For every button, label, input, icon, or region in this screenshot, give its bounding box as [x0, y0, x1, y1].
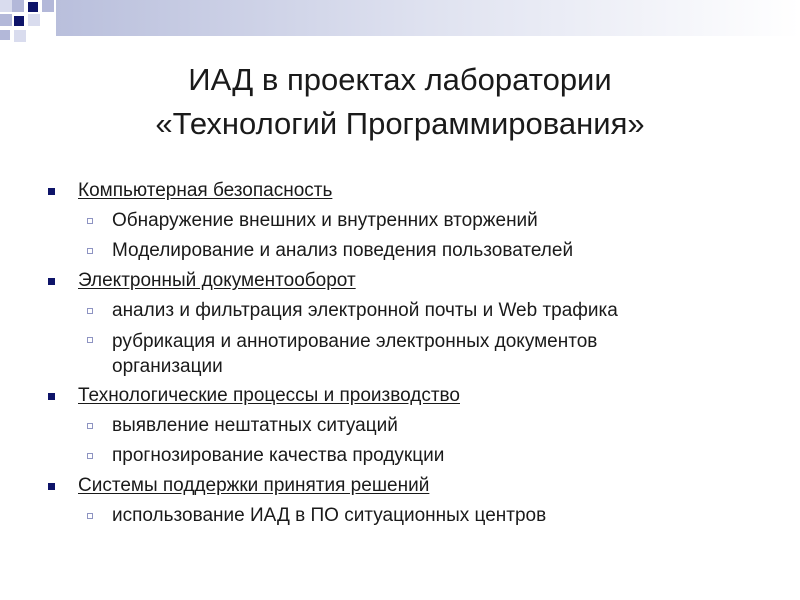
- hollow-square-bullet-icon: [87, 337, 93, 343]
- slide-title-line-2: «Технологий Программирования»: [155, 106, 645, 141]
- section-heading: Электронный документооборот: [48, 266, 748, 296]
- hollow-square-bullet-icon: [87, 513, 93, 519]
- square-bullet-icon: [48, 188, 55, 195]
- list-item: рубрикация и аннотирование электронных документов организации: [48, 326, 748, 381]
- slide-title: [0, 58, 800, 146]
- list-item: анализ и фильтрация электронной почты и Web трафика: [48, 296, 748, 326]
- hollow-square-bullet-icon: [87, 248, 93, 254]
- square-bullet-icon: [48, 278, 55, 285]
- section-heading: Системы поддержки принятия решений: [48, 471, 748, 501]
- section-heading: Технологические процессы и производство: [48, 381, 748, 411]
- square-bullet-icon: [48, 483, 55, 490]
- header-decoration-band: [0, 0, 800, 36]
- bullet-list: [48, 176, 748, 531]
- hollow-square-bullet-icon: [87, 453, 93, 459]
- hollow-square-bullet-icon: [87, 423, 93, 429]
- hollow-square-bullet-icon: [87, 218, 93, 224]
- slide-title-line-1: ИАД в проектах лаборатории: [188, 62, 612, 97]
- section-heading: Компьютерная безопасность: [48, 176, 748, 206]
- list-item: прогнозирование качества продукции: [48, 441, 748, 471]
- list-item: использование ИАД в ПО ситуационных центров: [48, 501, 748, 531]
- square-bullet-icon: [48, 393, 55, 400]
- list-item: Обнаружение внешних и внутренних вторжений: [48, 206, 748, 236]
- hollow-square-bullet-icon: [87, 308, 93, 314]
- list-item: Моделирование и анализ поведения пользователей: [48, 236, 748, 266]
- list-item: выявление нештатных ситуаций: [48, 411, 748, 441]
